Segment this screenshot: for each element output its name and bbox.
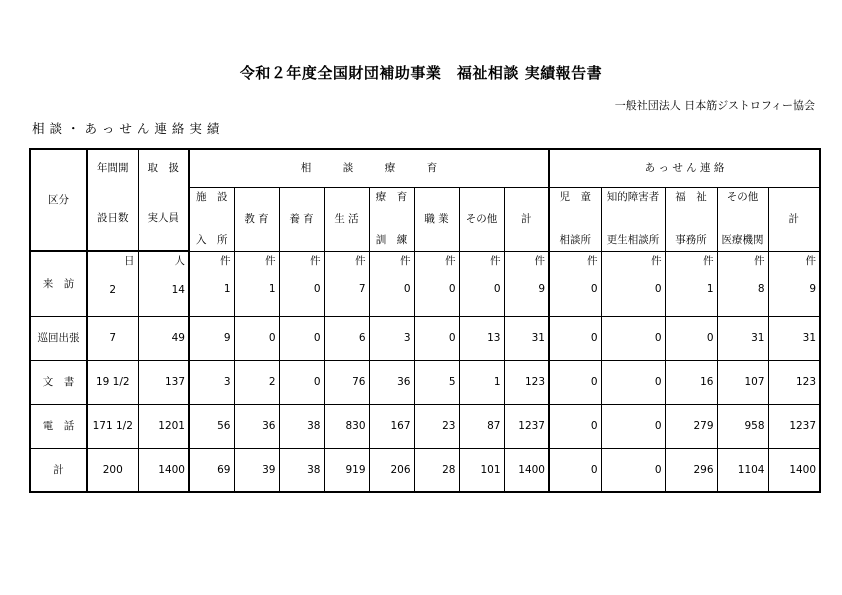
unit-label: 件 — [805, 254, 817, 267]
header-sonota2-1: その他 — [717, 187, 768, 207]
unit-label: 件 — [587, 254, 598, 267]
cell-shisetsu — [189, 404, 234, 448]
cell-youiku — [279, 448, 324, 492]
cell-days — [87, 316, 138, 360]
cell-youiku — [279, 360, 324, 404]
cell-kyouiku — [234, 404, 279, 448]
cell-sonota — [459, 316, 504, 360]
cell-value: 1 — [493, 375, 501, 388]
cell-kei — [504, 448, 549, 492]
row-label: 電 話 — [30, 404, 87, 448]
cell-kyouiku — [234, 360, 279, 404]
unit-label: 件 — [651, 254, 662, 267]
organization-name: 一般社団法人 日本筋ジストロフィー協会 — [614, 99, 815, 112]
cell-value: 0 — [268, 331, 276, 344]
report-body — [30, 251, 820, 492]
cell-kei2 — [768, 404, 820, 448]
cell-kei — [504, 404, 549, 448]
cell-value: 16 — [700, 375, 714, 388]
cell-chiteki — [601, 316, 665, 360]
unit-label: 件 — [265, 254, 276, 267]
cell-kei — [504, 316, 549, 360]
cell-ryouiku — [369, 316, 414, 360]
cell-kyouiku — [234, 251, 279, 316]
cell-value: 0 — [706, 331, 714, 344]
cell-sonota2 — [717, 251, 768, 316]
cell-fukushi — [665, 251, 717, 316]
cell-kyouiku — [234, 316, 279, 360]
cell-value: 0 — [654, 331, 662, 344]
cell-value: 296 — [693, 463, 714, 476]
cell-value: 1400 — [789, 463, 817, 476]
cell-sonota2 — [717, 404, 768, 448]
cell-sonota2 — [717, 448, 768, 492]
cell-value: 38 — [307, 463, 321, 476]
header-ryouiku-blank — [369, 207, 414, 230]
header-chiteki-1: 知的障害者 — [601, 187, 665, 207]
cell-chiteki — [601, 448, 665, 492]
cell-value: 56 — [217, 419, 231, 432]
cell-value: 39 — [262, 463, 276, 476]
row-label: 計 — [30, 448, 87, 492]
cell-value: 0 — [654, 419, 662, 432]
cell-youiku — [279, 251, 324, 316]
unit-label: 件 — [400, 254, 411, 267]
cell-shokugyou — [414, 448, 459, 492]
cell-value: 0 — [493, 283, 501, 295]
cell-value: 28 — [442, 463, 456, 476]
section-title: 相談・あっせん連絡実績 — [32, 121, 225, 136]
cell-jidou — [549, 360, 601, 404]
header-chiteki-blank — [601, 207, 665, 230]
header-nenkan-1: 年間開 — [87, 149, 138, 187]
header-kyouiku: 教 育 — [234, 187, 279, 251]
cell-value: 31 — [802, 331, 817, 344]
cell-youiku — [279, 316, 324, 360]
cell-value: 123 — [796, 375, 817, 388]
cell-value: 0 — [313, 283, 321, 295]
header-nenkan-blank — [87, 187, 138, 207]
unit-label: 人 — [174, 255, 185, 267]
header-shisetsu-blank — [189, 207, 234, 230]
cell-value: 13 — [487, 331, 501, 344]
header-toriatsukai-bottom — [138, 230, 189, 251]
cell-people — [138, 251, 189, 316]
cell-people — [138, 404, 189, 448]
cell-value: 107 — [744, 375, 765, 388]
cell-seikatsu — [324, 251, 369, 316]
header-toriatsukai-1: 取 扱 — [138, 149, 189, 187]
row-label: 来 訪 — [30, 251, 87, 316]
cell-chiteki — [601, 404, 665, 448]
cell-fukushi — [665, 448, 717, 492]
cell-ryouiku — [369, 360, 414, 404]
cell-value: 0 — [590, 419, 598, 432]
unit-label: 件 — [445, 254, 456, 267]
header-toriatsukai-2: 実人員 — [138, 207, 189, 230]
cell-value: 1400 — [158, 463, 185, 476]
header-fukushi-1: 福 祉 — [665, 187, 717, 207]
cell-jidou — [549, 448, 601, 492]
cell-value: 31 — [531, 331, 545, 344]
cell-value: 1 — [268, 283, 276, 295]
header-shisetsu-1: 施 設 — [189, 187, 234, 207]
header-chiteki-2: 更生相談所 — [601, 230, 665, 251]
row-label: 巡回出張 — [30, 316, 87, 360]
header-fukushi-blank — [665, 207, 717, 230]
cell-sonota2 — [717, 360, 768, 404]
cell-value: 830 — [345, 419, 366, 432]
cell-kei2 — [768, 316, 820, 360]
cell-value: 7 — [358, 283, 366, 295]
cell-sonota — [459, 448, 504, 492]
cell-shisetsu — [189, 316, 234, 360]
cell-value: 36 — [397, 375, 411, 388]
header-kubun: 区分 — [30, 149, 87, 251]
cell-value: 0 — [590, 283, 598, 295]
cell-fukushi — [665, 360, 717, 404]
cell-jidou — [549, 316, 601, 360]
cell-kei2 — [768, 360, 820, 404]
cell-value: 1237 — [518, 419, 545, 432]
header-sonota2-blank — [717, 207, 768, 230]
header-kei2: 計 — [768, 187, 820, 251]
cell-value: 9 — [809, 283, 817, 295]
header-nenkan-bottom — [87, 230, 138, 251]
cell-people — [138, 360, 189, 404]
cell-kei — [504, 251, 549, 316]
cell-sonota — [459, 360, 504, 404]
table-row — [30, 448, 820, 492]
header-shisetsu-2: 入 所 — [189, 230, 234, 251]
table-row — [30, 251, 820, 316]
cell-value: 1104 — [737, 463, 765, 476]
header-kei: 計 — [504, 187, 549, 251]
cell-value: 0 — [654, 283, 662, 295]
cell-value: 49 — [171, 331, 185, 344]
header-group-soudan: 相 談 療 育 — [189, 149, 549, 187]
cell-value: 8 — [757, 283, 765, 295]
cell-kyouiku — [234, 448, 279, 492]
cell-value: 1 — [223, 283, 231, 295]
cell-value: 958 — [744, 419, 765, 432]
cell-shisetsu — [189, 448, 234, 492]
unit-label: 日 — [124, 255, 135, 267]
cell-sonota — [459, 251, 504, 316]
cell-value: 171 1/2 — [92, 419, 133, 432]
cell-value: 19 1/2 — [95, 375, 130, 388]
page-title: 令和２年度全国財団補助事業 福祉相談 実績報告書 — [239, 64, 603, 82]
unit-label: 件 — [754, 254, 765, 267]
unit-label: 件 — [703, 254, 714, 267]
header-ryouiku-1: 療 育 — [369, 187, 414, 207]
cell-value: 6 — [358, 331, 366, 344]
cell-value: 9 — [538, 283, 545, 295]
cell-value: 76 — [352, 375, 366, 388]
cell-value: 3 — [403, 331, 411, 344]
header-nenkan-2: 設日数 — [87, 207, 138, 230]
cell-shokugyou — [414, 251, 459, 316]
cell-sonota2 — [717, 316, 768, 360]
cell-seikatsu — [324, 448, 369, 492]
cell-value: 0 — [313, 331, 321, 344]
cell-kei — [504, 360, 549, 404]
header-sonota2-2: 医療機関 — [717, 230, 768, 251]
cell-value: 14 — [171, 283, 185, 296]
row-label: 文 書 — [30, 360, 87, 404]
cell-value: 0 — [448, 331, 456, 344]
header-shokugyou: 職 業 — [414, 187, 459, 251]
cell-value: 38 — [307, 419, 321, 432]
cell-value: 69 — [217, 463, 231, 476]
cell-value: 0 — [403, 283, 411, 295]
cell-value: 2 — [109, 283, 117, 296]
cell-seikatsu — [324, 404, 369, 448]
cell-chiteki — [601, 360, 665, 404]
cell-shokugyou — [414, 360, 459, 404]
cell-shisetsu — [189, 251, 234, 316]
cell-value: 7 — [109, 331, 117, 344]
cell-value: 9 — [223, 331, 231, 344]
unit-label: 件 — [220, 254, 231, 267]
report-table — [29, 148, 821, 493]
cell-value: 167 — [390, 419, 411, 432]
cell-value: 0 — [313, 375, 321, 388]
table-row — [30, 316, 820, 360]
cell-value: 137 — [164, 375, 185, 388]
cell-value: 5 — [448, 375, 456, 388]
cell-fukushi — [665, 404, 717, 448]
cell-jidou — [549, 251, 601, 316]
cell-value: 3 — [223, 375, 231, 388]
header-jidou-2: 相談所 — [549, 230, 601, 251]
cell-value: 279 — [693, 419, 714, 432]
cell-shokugyou — [414, 404, 459, 448]
header-group-assen: あ っ せ ん 連 絡 — [549, 149, 820, 187]
cell-ryouiku — [369, 448, 414, 492]
unit-label: 件 — [534, 254, 545, 267]
cell-kei2 — [768, 251, 820, 316]
cell-value: 123 — [524, 375, 545, 388]
table-row — [30, 360, 820, 404]
cell-seikatsu — [324, 316, 369, 360]
cell-ryouiku — [369, 404, 414, 448]
cell-value: 0 — [590, 463, 598, 476]
cell-jidou — [549, 404, 601, 448]
cell-shisetsu — [189, 360, 234, 404]
cell-value: 1 — [706, 283, 714, 295]
cell-people — [138, 316, 189, 360]
cell-value: 200 — [102, 463, 123, 476]
cell-value: 101 — [480, 463, 501, 476]
table-row — [30, 404, 820, 448]
cell-value: 919 — [345, 463, 366, 476]
cell-value: 206 — [390, 463, 411, 476]
cell-days — [87, 404, 138, 448]
cell-days — [87, 251, 138, 316]
header-youiku: 養 育 — [279, 187, 324, 251]
cell-youiku — [279, 404, 324, 448]
cell-people — [138, 448, 189, 492]
unit-label: 件 — [490, 254, 501, 267]
header-jidou-blank — [549, 207, 601, 230]
cell-value: 1237 — [789, 419, 817, 432]
cell-fukushi — [665, 316, 717, 360]
cell-value: 0 — [590, 375, 598, 388]
cell-value: 36 — [262, 419, 276, 432]
unit-label: 件 — [310, 254, 321, 267]
unit-label: 件 — [355, 254, 366, 267]
cell-chiteki — [601, 251, 665, 316]
header-ryouiku-2: 訓 練 — [369, 230, 414, 251]
cell-value: 1400 — [518, 463, 545, 476]
cell-sonota — [459, 404, 504, 448]
cell-value: 0 — [448, 283, 456, 295]
cell-value: 23 — [442, 419, 456, 432]
cell-value: 31 — [751, 331, 765, 344]
cell-seikatsu — [324, 360, 369, 404]
header-seikatsu: 生 活 — [324, 187, 369, 251]
cell-kei2 — [768, 448, 820, 492]
header-sonota: その他 — [459, 187, 504, 251]
cell-value: 1201 — [158, 419, 185, 432]
cell-value: 0 — [654, 463, 662, 476]
header-toriatsukai-blank — [138, 187, 189, 207]
cell-value: 2 — [268, 375, 276, 388]
cell-value: 0 — [590, 331, 598, 344]
header-fukushi-2: 事務所 — [665, 230, 717, 251]
cell-ryouiku — [369, 251, 414, 316]
header-jidou-1: 児 童 — [549, 187, 601, 207]
cell-days — [87, 360, 138, 404]
cell-value: 0 — [654, 375, 662, 388]
cell-value: 87 — [487, 419, 501, 432]
cell-shokugyou — [414, 316, 459, 360]
cell-days — [87, 448, 138, 492]
